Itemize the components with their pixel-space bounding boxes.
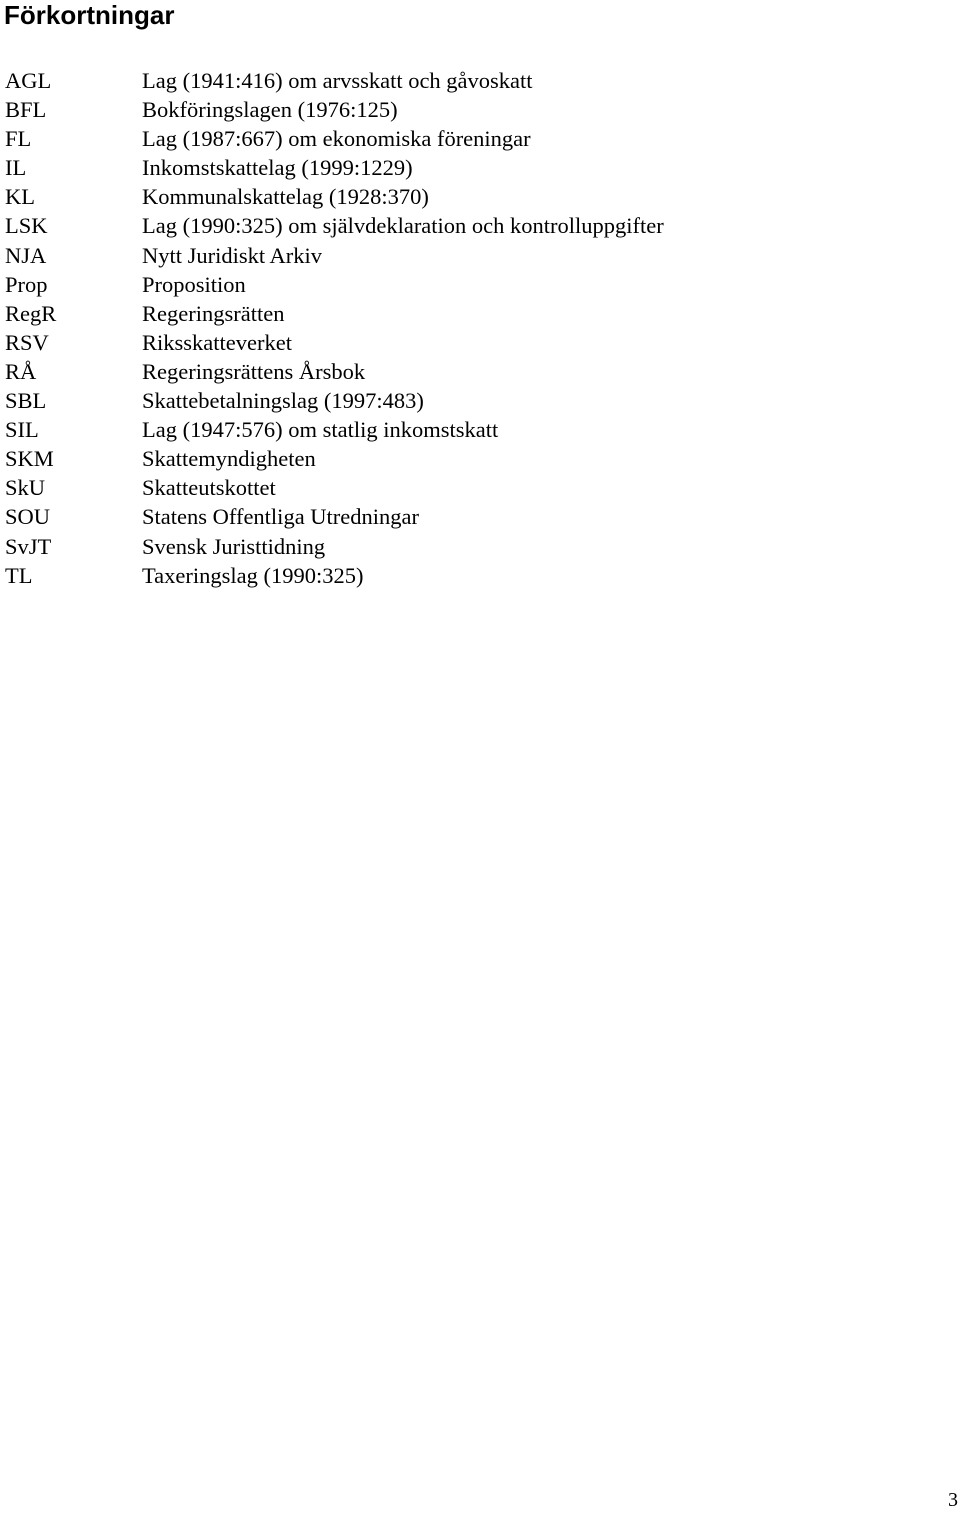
abbreviation-row [5, 357, 664, 386]
abbreviation-list [5, 66, 664, 590]
abbreviation-description: Riksskatteverket [142, 329, 292, 355]
abbreviation-code: KL [5, 184, 35, 210]
abbreviation-row [5, 415, 664, 444]
abbreviation-code: SOU [5, 504, 51, 530]
abbreviation-description: Lag (1941:416) om arvsskatt och gåvoskatt [142, 68, 533, 93]
abbreviation-description: Regeringsrätten [142, 300, 285, 326]
abbreviation-row [5, 211, 664, 240]
abbreviation-row [5, 153, 664, 182]
abbreviation-code: SvJT [5, 533, 52, 559]
abbreviation-row [5, 328, 664, 357]
abbreviation-description: Lag (1990:325) om självdeklaration och kontrolluppgifter [142, 213, 664, 239]
abbreviation-description: Svensk Juristtidning [142, 533, 326, 559]
abbreviation-code: SKM [5, 446, 54, 472]
abbreviation-row [5, 182, 664, 211]
abbreviation-code: LSK [5, 213, 48, 239]
abbreviation-row [5, 66, 664, 95]
abbreviation-row [5, 270, 664, 299]
abbreviation-code: Prop [5, 271, 48, 297]
abbreviation-description: Skattebetalningslag (1997:483) [142, 388, 424, 414]
abbreviation-description: Inkomstskattelag (1999:1229) [142, 155, 413, 181]
abbreviation-row [5, 561, 664, 590]
abbreviation-description: Kommunalskattelag (1928:370) [142, 184, 429, 210]
page-title: Förkortningar [4, 0, 175, 30]
page-number: 3 [948, 1489, 958, 1511]
abbreviation-code: SIL [5, 417, 39, 443]
abbreviation-code: TL [5, 562, 33, 588]
abbreviation-code: IL [5, 155, 27, 181]
abbreviation-description: Skatteutskottet [142, 475, 276, 501]
abbreviation-code: SBL [5, 388, 47, 414]
abbreviation-description: Nytt Juridiskt Arkiv [142, 242, 323, 268]
abbreviation-code: BFL [5, 97, 47, 123]
abbreviation-row [5, 386, 664, 415]
abbreviation-row [5, 241, 664, 270]
abbreviation-code: RSV [5, 329, 49, 355]
abbreviation-description: Statens Offentliga Utredningar [142, 504, 420, 530]
abbreviation-row [5, 532, 664, 561]
abbreviation-row [5, 124, 664, 153]
abbreviation-description: Lag (1947:576) om statlig inkomstskatt [142, 417, 499, 443]
abbreviation-row [5, 444, 664, 473]
abbreviation-description: Lag (1987:667) om ekonomiska föreningar [142, 126, 531, 152]
abbreviation-row [5, 95, 664, 124]
abbreviation-row [5, 502, 664, 531]
abbreviation-code: SkU [5, 475, 46, 501]
abbreviation-description: Regeringsrättens Årsbok [142, 358, 366, 384]
abbreviation-description: Taxeringslag (1990:325) [142, 562, 364, 588]
abbreviation-row [5, 299, 664, 328]
abbreviation-row [5, 473, 664, 502]
abbreviation-description: Bokföringslagen (1976:125) [142, 97, 398, 123]
abbreviation-description: Proposition [142, 271, 246, 297]
abbreviation-code: RegR [5, 300, 57, 326]
abbreviation-code: AGL [5, 68, 52, 93]
abbreviation-code: NJA [5, 242, 47, 268]
abbreviation-code: RÅ [5, 358, 37, 384]
abbreviation-description: Skattemyndigheten [142, 446, 316, 472]
abbreviation-code: FL [5, 126, 32, 152]
